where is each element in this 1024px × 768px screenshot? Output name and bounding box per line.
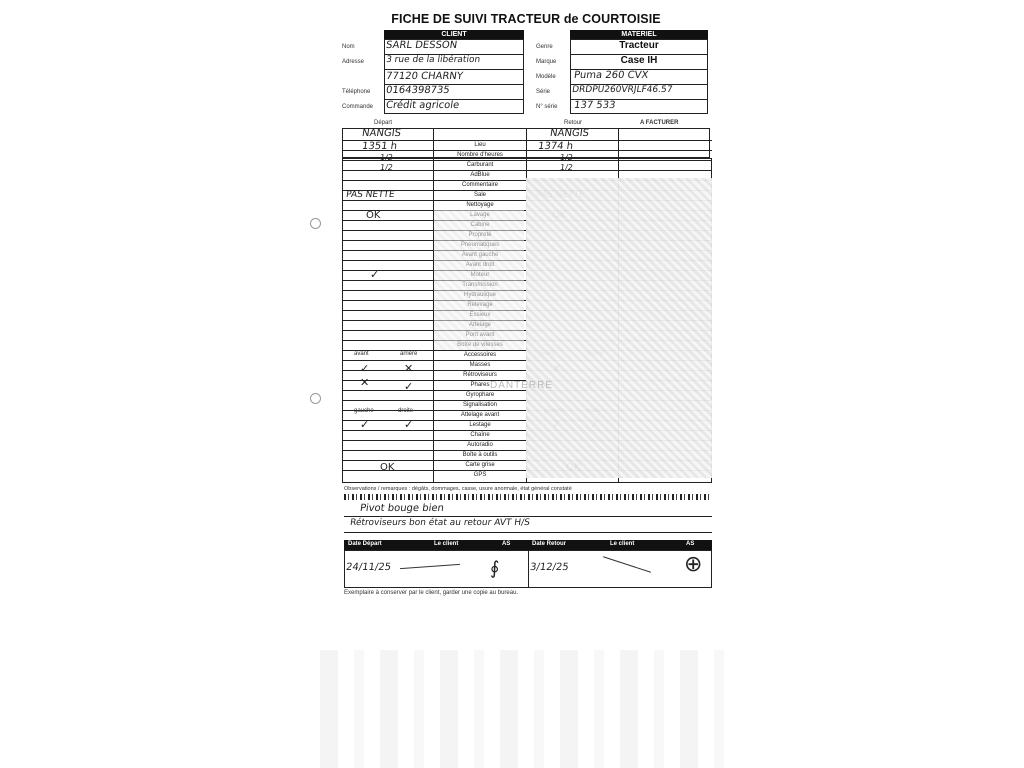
check-mark: ✓ bbox=[404, 418, 414, 431]
check-label: GPS bbox=[473, 471, 487, 478]
date-retour-value: 3/12/25 bbox=[529, 562, 570, 573]
client-header: CLIENT bbox=[384, 30, 524, 39]
check-label: Signalisation bbox=[462, 401, 498, 408]
check-mark: ✓ bbox=[360, 418, 370, 431]
check-label: Sale bbox=[473, 191, 486, 198]
a-facturer-header: A FACTURER bbox=[640, 120, 679, 126]
client-order: Crédit agricole bbox=[385, 100, 460, 111]
row-line bbox=[342, 170, 712, 171]
ok-mark: OK bbox=[366, 210, 381, 221]
materiel-label: N° série bbox=[536, 104, 558, 110]
notes-printed: Observations / remarques : dégâts, dommages, casse, usure anormale, état général constaté bbox=[344, 486, 572, 492]
col-label-droite: droite bbox=[398, 408, 414, 414]
check-label: Accessoires bbox=[463, 351, 497, 358]
client-label: Téléphone bbox=[342, 89, 371, 95]
check-label: AdBlue bbox=[470, 171, 490, 178]
check-label: Phares bbox=[470, 381, 490, 388]
watermark: DANTERRE bbox=[490, 380, 554, 391]
client-city: 77120 CHARNY bbox=[385, 71, 464, 82]
depart-comment: PAS NETTE bbox=[345, 190, 396, 200]
check-label: Chaîne bbox=[470, 431, 490, 438]
row-line bbox=[384, 54, 524, 55]
check-label: Carte grise bbox=[465, 461, 495, 468]
col-label-gauche: gauche bbox=[354, 408, 374, 414]
as-signature: ∮ bbox=[490, 558, 500, 579]
notes-line bbox=[344, 516, 712, 517]
date-depart-label: Date Départ bbox=[348, 541, 382, 547]
scan-artifact bbox=[320, 650, 740, 768]
depart-adblue: 1/2 bbox=[379, 163, 394, 172]
row-line bbox=[384, 84, 524, 85]
materiel-header: MATERIEL bbox=[570, 30, 708, 39]
as-label-retour: AS bbox=[686, 541, 695, 547]
date-depart-value: 24/11/25 bbox=[345, 562, 392, 573]
check-mark: ✓ bbox=[370, 268, 380, 281]
col-label-arriere: arrière bbox=[400, 351, 418, 357]
retour-header: Retour bbox=[564, 120, 583, 126]
check-label: Autoradio bbox=[467, 441, 493, 448]
retour-adblue: 1/2 bbox=[559, 163, 574, 172]
redacted-area bbox=[526, 178, 712, 478]
client-label: Nom bbox=[342, 44, 355, 50]
client-sig-label-retour: Le client bbox=[610, 541, 635, 547]
row-line bbox=[384, 69, 524, 70]
tractor-form bbox=[340, 10, 712, 595]
check-label: Nombre d'heures bbox=[457, 151, 503, 158]
depart-lieu: NANGIS bbox=[361, 128, 402, 139]
check-label: Nettoyage bbox=[466, 201, 494, 208]
client-label: Commande bbox=[342, 104, 374, 110]
check-label: Masses bbox=[469, 361, 491, 368]
client-name: SARL DESSON bbox=[385, 40, 458, 51]
retour-carbu: 1/2 bbox=[559, 153, 574, 162]
materiel-label: Marque bbox=[536, 59, 557, 65]
depart-carbu: 1/2 bbox=[379, 153, 394, 162]
as-signature-retour: ⊕ bbox=[684, 552, 703, 577]
materiel-label: Genre bbox=[536, 44, 553, 50]
check-mark: ✕ bbox=[360, 376, 370, 389]
check-mark: ✕ bbox=[404, 362, 414, 375]
materiel-label: Modèle bbox=[536, 74, 556, 80]
notes-line1: Pivot bouge bien bbox=[359, 503, 445, 514]
client-phone: 0164398735 bbox=[385, 85, 451, 96]
materiel-serie: DRDPU260VRJLF46.57 bbox=[571, 85, 674, 95]
form-footer: Exemplaire à conserver par le client, garder une copie au bureau. bbox=[344, 590, 519, 596]
date-retour-label: Date Retour bbox=[532, 541, 567, 547]
punch-hole bbox=[310, 393, 321, 404]
notes-line2: Rétroviseurs bon état au retour AVT H/S bbox=[349, 518, 531, 528]
retour-heures: 1374 h bbox=[537, 141, 574, 152]
check-label: Commentaire bbox=[461, 181, 498, 188]
col-label-avant: avant bbox=[354, 351, 369, 357]
redacted-area bbox=[434, 210, 524, 350]
client-sig-label: Le client bbox=[434, 541, 459, 547]
row-line bbox=[570, 54, 708, 55]
check-mark: ✓ bbox=[404, 380, 414, 393]
check-label: Lieu bbox=[474, 141, 486, 148]
check-label: Attelage avant bbox=[460, 411, 500, 418]
signature-header bbox=[344, 540, 712, 550]
check-label: Lestage bbox=[469, 421, 491, 428]
scan-noise bbox=[344, 494, 712, 500]
materiel-label: Série bbox=[536, 89, 551, 95]
materiel-marque: Case IH bbox=[620, 55, 658, 66]
depart-heures: 1351 h bbox=[361, 141, 398, 152]
row-line bbox=[570, 69, 708, 70]
notes-line bbox=[344, 532, 712, 533]
check-mark: ✓ bbox=[360, 362, 370, 375]
form-title: FICHE DE SUIVI TRACTEUR de COURTOISIE bbox=[391, 12, 661, 26]
check-label: Gyrophare bbox=[465, 391, 495, 398]
materiel-genre: Tracteur bbox=[619, 40, 659, 51]
client-address: 3 rue de la libération bbox=[385, 55, 481, 65]
row-line bbox=[570, 99, 708, 100]
materiel-numero: 137 533 bbox=[573, 100, 617, 111]
client-label: Adresse bbox=[342, 59, 365, 65]
retour-lieu: NANGIS bbox=[549, 128, 590, 139]
check-label: Rétroviseurs bbox=[463, 371, 497, 378]
row-line bbox=[342, 150, 712, 151]
depart-header: Départ bbox=[374, 120, 393, 126]
punch-hole bbox=[310, 218, 321, 229]
check-label: Carburant bbox=[466, 161, 494, 168]
materiel-modele: Puma 260 CVX bbox=[573, 70, 649, 81]
row-line bbox=[384, 99, 524, 100]
row-line bbox=[342, 160, 712, 161]
row-line bbox=[570, 84, 708, 85]
ok-mark: OK bbox=[380, 462, 395, 473]
check-label: Boîte à outils bbox=[462, 451, 498, 458]
as-label: AS bbox=[502, 541, 511, 547]
